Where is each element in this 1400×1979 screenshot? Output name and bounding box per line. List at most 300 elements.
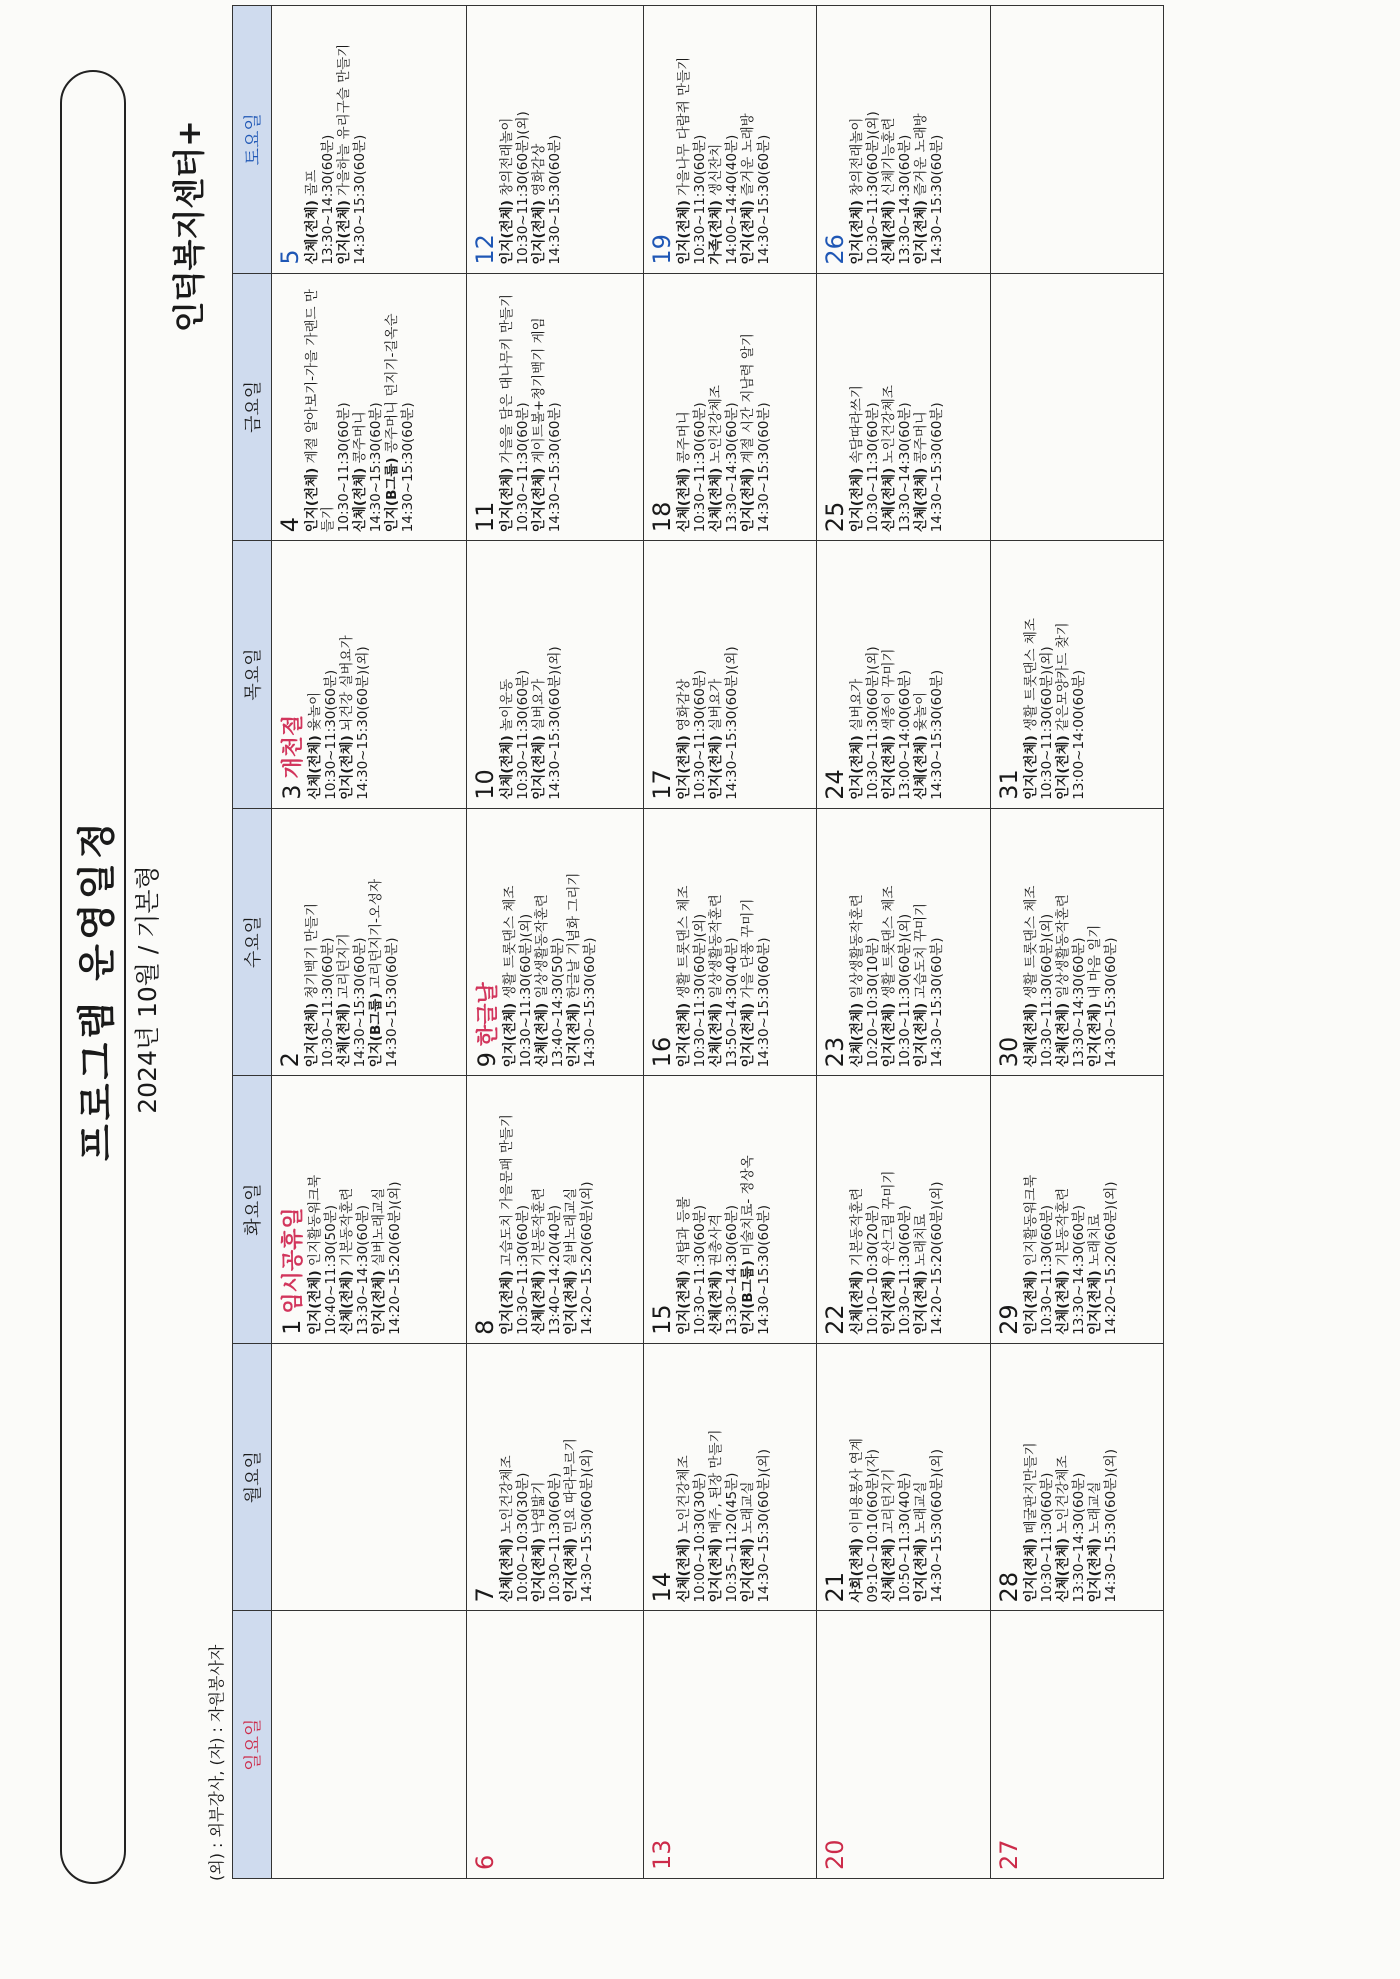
program-entry [676,280,708,533]
program-entry [499,280,531,533]
program-category: 사회(전체) [849,1537,866,1603]
program-time: 14:30~15:30(60분)(외) [929,1448,946,1603]
program-time: 14:20~15:20(60분)(외) [1102,1181,1119,1335]
day-cell [817,541,990,809]
weekday-thursday: 목요일 [233,541,272,809]
day-header [471,1350,499,1603]
program-time: 10:30~11:30(60분)(외) [691,913,708,1068]
program-category: 신체(전체) [307,735,323,800]
program-name: 실버요가 [849,678,866,731]
program-time: 10:50~11:30(40분) [897,1472,914,1603]
program-entry [371,1082,403,1335]
program-category: 인지(전체) [1054,735,1071,800]
day-cell [990,1343,1163,1611]
program-name: 생활 트롯댄스 체조 [501,885,518,999]
program-time: 14:30~15:30(60분)(외) [578,1448,595,1603]
day-header [276,815,304,1068]
day-number: 3 [278,784,306,800]
program-name: 가을나무 다람쥐 만들기 [675,56,692,196]
program-name: 실버요가 [707,678,724,731]
program-time: 13:30~14:30(60분) [723,402,740,533]
program-category: 인지(전체) [849,467,866,533]
program-time: 14:30~15:30(60분)(외) [755,1448,772,1603]
center-name: 인덕복지센터+ [170,120,208,333]
program-category: 신체(전체) [881,467,898,533]
program-category: 신체(전체) [707,467,724,533]
program-category: 인지(전체) [849,200,866,265]
program-name: 노래치료 [913,1213,930,1267]
program-name: 한글날 기념화 그리기 [565,872,582,999]
program-category: 인지(전체) [530,735,547,800]
day-header [648,815,676,1068]
program-name: 가을을 담은 대나무키 만들기 [498,294,515,464]
program-name: 일상생활동작훈련 [707,894,724,999]
program-entry [913,1082,945,1335]
program-category: 인지(전체) [1086,1002,1103,1068]
day-header [648,1350,676,1603]
program-category: 가족(전체) [707,200,724,265]
program-name: 고리던지기 [881,1468,898,1534]
program-entry [1087,1082,1119,1335]
program-category: 인지(전체) [530,1537,547,1603]
day-header [471,1082,499,1335]
day-cell [643,1076,816,1344]
program-entry [304,815,336,1068]
program-time: 10:30~11:30(60분) [865,402,882,533]
program-name: 인지활동워크북 [1022,1174,1039,1267]
day-cell [643,808,816,1076]
program-entry [534,815,566,1068]
program-category: 신체(전체) [913,735,930,800]
program-time: 10:10~10:30(20분) [865,1205,882,1335]
day-cell [643,1343,816,1611]
day-number: 8 [470,1319,499,1335]
program-category: 신체(전체) [498,1537,515,1603]
program-name: 계절 시간 지남력 알기 [739,333,756,464]
program-entry [676,12,708,265]
program-name: 우산그림 꾸미기 [881,1170,898,1267]
program-time: 10:30~11:30(60분) [1038,1472,1055,1603]
program-name: 노인건강체조 [675,1455,692,1534]
day-header [821,1350,849,1603]
day-cell [817,808,990,1076]
program-time: 14:30~15:30(60분) [368,402,384,533]
program-time: 14:30~15:30(60분) [546,402,563,533]
program-name: 내 마음 일기 [1086,924,1103,999]
program-name: 콩주머니 던지기-길옥순 [384,313,400,454]
program-entry [307,1082,339,1335]
program-time: 13:40~14:30(50분) [549,937,566,1068]
holiday-label: 한글날 [475,982,501,1047]
program-name: 일상생활동작훈련 [849,894,866,999]
day-header [471,547,499,800]
program-name: 기본동작훈련 [339,1187,355,1267]
weekday-sunday: 일요일 [233,1611,272,1879]
day-number: 6 [470,1854,499,1870]
program-category: 신체(전체) [530,1270,547,1335]
program-time: 14:30~15:30(60분) [581,937,598,1068]
program-entry [740,280,772,533]
program-name: 고습도치 꾸미기 [913,902,930,999]
program-entry [1087,1350,1119,1603]
day-header [995,1082,1023,1335]
program-entry [849,815,881,1068]
program-name: 윷놀이 [913,691,930,731]
program-category: 신체(전체) [336,1002,352,1068]
page-subtitle: 2024년 10월 / 기본형 [133,865,162,1114]
program-time: 14:30~15:30(60분) [755,402,772,533]
day-number: 10 [470,769,499,800]
day-header [648,12,676,265]
day-cell [272,541,467,809]
program-name: 속담따라쓰기 [849,385,866,464]
program-time: 10:30~11:30(60분) [323,669,339,800]
program-time: 13:30~14:30(60분) [1070,1472,1087,1603]
program-time: 13:30~14:30(60분) [1070,937,1087,1068]
weekday-wednesday: 수요일 [233,808,272,1076]
program-name: 노인건강체조 [498,1455,515,1534]
program-time: 14:30~15:30(60분) [1102,937,1119,1068]
program-time: 14:30~15:30(60분) [384,937,400,1068]
day-cell [817,273,990,541]
day-cell [466,1076,643,1344]
week-row [990,6,1163,1879]
program-time: 10:30~11:30(60분) [514,1205,531,1335]
program-time: 10:20~10:30(10분) [865,937,882,1068]
program-name: 생활 트롯댄스 체조 [881,885,898,999]
program-name: 기본동작훈련 [530,1187,547,1267]
program-time: 10:30~11:30(60분) [691,402,708,533]
program-name: 콩주머니 [352,411,368,464]
program-name: 게이트볼+청기백기 게임 [530,317,547,464]
program-entry [740,1082,772,1335]
program-entry [881,1350,913,1603]
program-name: 신체기능훈련 [881,117,898,196]
program-entry [563,1350,595,1603]
program-time: 13:30~14:30(60분) [320,134,336,265]
program-time: 14:30~15:30(60분) [755,1205,772,1335]
weekday-monday: 월요일 [233,1343,272,1611]
program-category: 인지(전체) [707,735,724,800]
program-entry [849,12,881,265]
program-name: 노래교실 [1086,1481,1103,1534]
day-number: 25 [821,501,850,533]
program-category: 신체(전체) [675,1537,692,1603]
program-category: 인지(전체) [739,1537,756,1603]
program-category: 신체(전체) [352,467,368,533]
program-entry [676,1350,708,1603]
program-category: 인지(전체) [339,735,355,800]
program-category: 인지(전체) [501,1002,518,1068]
program-time: 10:30~11:30(60분) [1038,1205,1055,1335]
day-cell [817,1076,990,1344]
program-category: 신체(전체) [498,735,515,800]
program-time: 10:40~11:30(50분) [323,1205,339,1335]
day-header [821,280,849,533]
week-row [817,6,990,1879]
program-entry [913,547,945,800]
program-time: 14:20~15:20(60분)(외) [387,1181,403,1335]
program-category: 신체(전체) [913,467,930,533]
program-entry [881,280,913,533]
program-entry [1055,547,1087,800]
program-name: 메주, 된장 만들기 [707,1429,724,1534]
program-category: 인지(전체) [881,735,898,800]
program-category: 인지(전체) [913,1270,930,1335]
program-time: 14:30~15:30(60분) [400,402,416,533]
day-header [276,547,307,800]
day-cell [990,6,1163,274]
day-cell [990,541,1163,809]
program-entry [499,12,531,265]
program-entry [531,1082,563,1335]
program-time: 13:30~14:30(60분) [897,134,914,265]
program-entry [676,815,708,1068]
day-cell [990,1076,1163,1344]
day-number: 19 [647,234,676,265]
program-entry [531,12,563,265]
day-cell [272,1076,467,1344]
program-name: 생활 트롯댄스 체조 [1022,618,1039,731]
day-cell [272,6,467,274]
day-header [995,1617,1023,1870]
program-name: 가을하늘 유리구슬 만들기 [336,43,352,196]
program-category: 인지(전체) [675,200,692,265]
day-cell [272,1343,467,1611]
program-name: 실버노래교실 [562,1187,579,1267]
program-entry [339,547,371,800]
program-name: 뇌건강 실버요가 [339,635,355,731]
program-entry [1023,547,1055,800]
program-category: 신체(전체) [1054,1002,1071,1068]
program-name: 고리던지기-오성자 [368,879,384,989]
program-category: 인지(전체) [1086,1537,1103,1603]
program-entry [881,815,913,1068]
day-cell [643,273,816,541]
program-entry [740,12,772,265]
program-time: 13:30~14:30(60분) [355,1205,371,1335]
program-entry [563,1082,595,1335]
program-name: 창의전래놀이 [849,117,866,196]
day-number: 16 [647,1036,676,1068]
program-entry [384,280,416,533]
day-cell [466,6,643,274]
program-time: 14:20~15:20(60분)(외) [929,1181,946,1335]
program-entry [913,815,945,1068]
program-name: 같은모양카드 찾기 [1054,622,1071,731]
day-header [995,815,1023,1068]
program-entry [304,280,352,533]
day-header [821,547,849,800]
program-entry [849,1350,881,1603]
program-entry [881,547,913,800]
program-name: 계절 알아보기-가을 가랜드 만들기 [304,289,336,533]
program-category: 인지(전체) [1022,1537,1039,1603]
program-category: 신체(전체) [849,1002,866,1068]
day-number: 27 [994,1839,1023,1870]
program-name: 권총사격 [707,1213,724,1267]
program-time: 13:40~14:20(40분) [546,1205,563,1335]
weekday-header-row [233,6,272,1879]
day-header [276,12,304,265]
program-time: 09:10~10:10(60분)(자) [865,1448,882,1603]
program-name: 인지활동워크북 [307,1174,323,1267]
program-name: 즐거운 노래방 [913,113,930,196]
program-name: 미술치료- 정상옥 [739,1155,756,1256]
program-time: 14:30~15:30(60분) [929,402,946,533]
program-time: 14:30~15:30(60분) [755,937,772,1068]
day-header [821,1617,849,1870]
holiday-label: 임시공휴일 [281,1207,306,1314]
day-cell [817,1343,990,1611]
program-entry [499,547,531,800]
program-category: 인지(전체) [1086,1270,1103,1335]
program-time: 13:30~14:30(60분) [897,402,914,533]
program-name: 생신잔치 [707,143,724,196]
day-number: 15 [647,1304,676,1335]
program-name: 낙엽밟기 [530,1481,547,1534]
program-category: 인지(전체) [913,1002,930,1068]
program-category: 인지(전체) [530,200,547,265]
program-entry [913,1350,945,1603]
program-name: 고습도치 가을문패 만들기 [498,1114,515,1267]
day-cell [990,273,1163,541]
week-row [466,6,643,1879]
day-number: 9 [472,1052,501,1068]
day-header [276,1082,307,1335]
program-name: 기본동작훈련 [1054,1187,1071,1267]
program-entry [339,1082,371,1335]
program-entry [849,547,881,800]
program-category: 인지(B그룹) [384,457,400,533]
program-category: 인지(전체) [565,1002,582,1068]
program-entry [676,1082,708,1335]
program-category: 신체(전체) [339,1270,355,1335]
day-number: 1 [278,1319,306,1335]
program-entry [913,280,945,533]
program-time: 10:30~11:30(60분)(외) [865,646,882,800]
program-time: 10:30~11:30(60분)(외) [517,913,534,1068]
program-category: 인지(전체) [675,1002,692,1068]
calendar-table [232,5,1164,1879]
program-entry [1055,1082,1087,1335]
program-entry [531,547,563,800]
day-header [821,12,849,265]
program-category: 신체(전체) [1054,1270,1071,1335]
program-name: 석탑과 등불 [675,1196,692,1267]
program-time: 14:30~15:30(60분) [352,937,368,1068]
day-header [648,280,676,533]
day-cell [643,541,816,809]
program-time: 13:00~14:00(60분) [897,669,914,800]
program-time: 14:30~15:30(60분)(외) [355,646,371,800]
week-row [643,6,816,1879]
day-header [995,547,1023,800]
day-cell [466,808,643,1076]
program-name: 생활 트롯댄스 체조 [1022,885,1039,999]
day-cell [990,1611,1163,1879]
program-category: 신체(전체) [707,1270,724,1335]
program-category: 인지(전체) [675,735,692,800]
day-header [995,1350,1023,1603]
program-category: 인지(전체) [304,1002,320,1068]
program-category: 인지(전체) [739,467,756,533]
legend-note: (외) : 외부강사, (자) : 자원봉사자 [207,1644,226,1881]
program-category: 인지(전체) [707,1537,724,1603]
program-entry [304,12,336,265]
program-time: 14:30~15:30(60분) [755,134,772,265]
program-category: 인지(전체) [562,1537,579,1603]
program-entry [1055,1350,1087,1603]
program-time: 10:30~11:30(60분)(외) [1038,913,1055,1068]
program-entry [531,280,563,533]
program-name: 노인건강체조 [707,385,724,464]
program-name: 콩주머니 [913,411,930,464]
program-entry [352,280,384,533]
program-name: 영화감상 [530,143,547,196]
program-time: 13:50~14:30(40분) [723,937,740,1068]
program-time: 10:30~11:30(60분) [320,937,336,1068]
program-name: 놀이운동 [498,678,515,731]
day-cell [272,273,467,541]
day-header [821,815,849,1068]
program-name: 가을 단풍 꾸미기 [739,898,756,999]
program-entry [708,12,740,265]
program-category: 인지(전체) [881,1270,898,1335]
program-time: 10:30~11:30(60분) [897,1205,914,1335]
day-number: 17 [647,769,676,800]
day-number: 4 [276,516,304,533]
program-name: 노래교실 [913,1481,930,1534]
program-name: 노인건강체조 [1054,1455,1071,1534]
program-category: 인지(전체) [881,1002,898,1068]
program-category: 인지(전체) [498,200,515,265]
program-time: 10:30~11:30(60분) [691,134,708,265]
day-number: 24 [821,769,850,800]
program-name: 고리던지기 [336,933,352,999]
program-time: 10:30~11:30(60분)(외) [865,111,882,265]
day-header [471,1617,499,1870]
day-header [648,547,676,800]
program-entry [740,815,772,1068]
day-number: 23 [821,1036,850,1068]
program-entry [708,280,740,533]
day-header [471,280,499,533]
program-entry [913,12,945,265]
day-number: 11 [470,501,499,533]
day-number: 5 [276,249,304,265]
program-entry [849,1082,881,1335]
program-name: 즐거운 노래방 [739,113,756,196]
program-time: 10:35~11:20(45분) [723,1472,740,1603]
day-number: 20 [821,1839,850,1870]
program-name: 노래치료 [1086,1213,1103,1267]
day-cell [817,1611,990,1879]
program-category: 인지(전체) [562,1270,579,1335]
day-cell [272,808,467,1076]
program-category: 신체(전체) [304,200,320,265]
program-name: 노인건강체조 [881,385,898,464]
day-header [821,1082,849,1335]
day-cell [990,808,1163,1076]
holiday-label: 개천절 [281,714,306,779]
program-time: 14:30~15:30(60분) [929,937,946,1068]
day-number: 2 [276,1052,304,1068]
program-time: 14:30~15:30(60분)(외) [1102,1448,1119,1603]
program-category: 신체(전체) [849,1270,866,1335]
program-entry [502,815,534,1068]
program-category: 인지(전체) [739,200,756,265]
